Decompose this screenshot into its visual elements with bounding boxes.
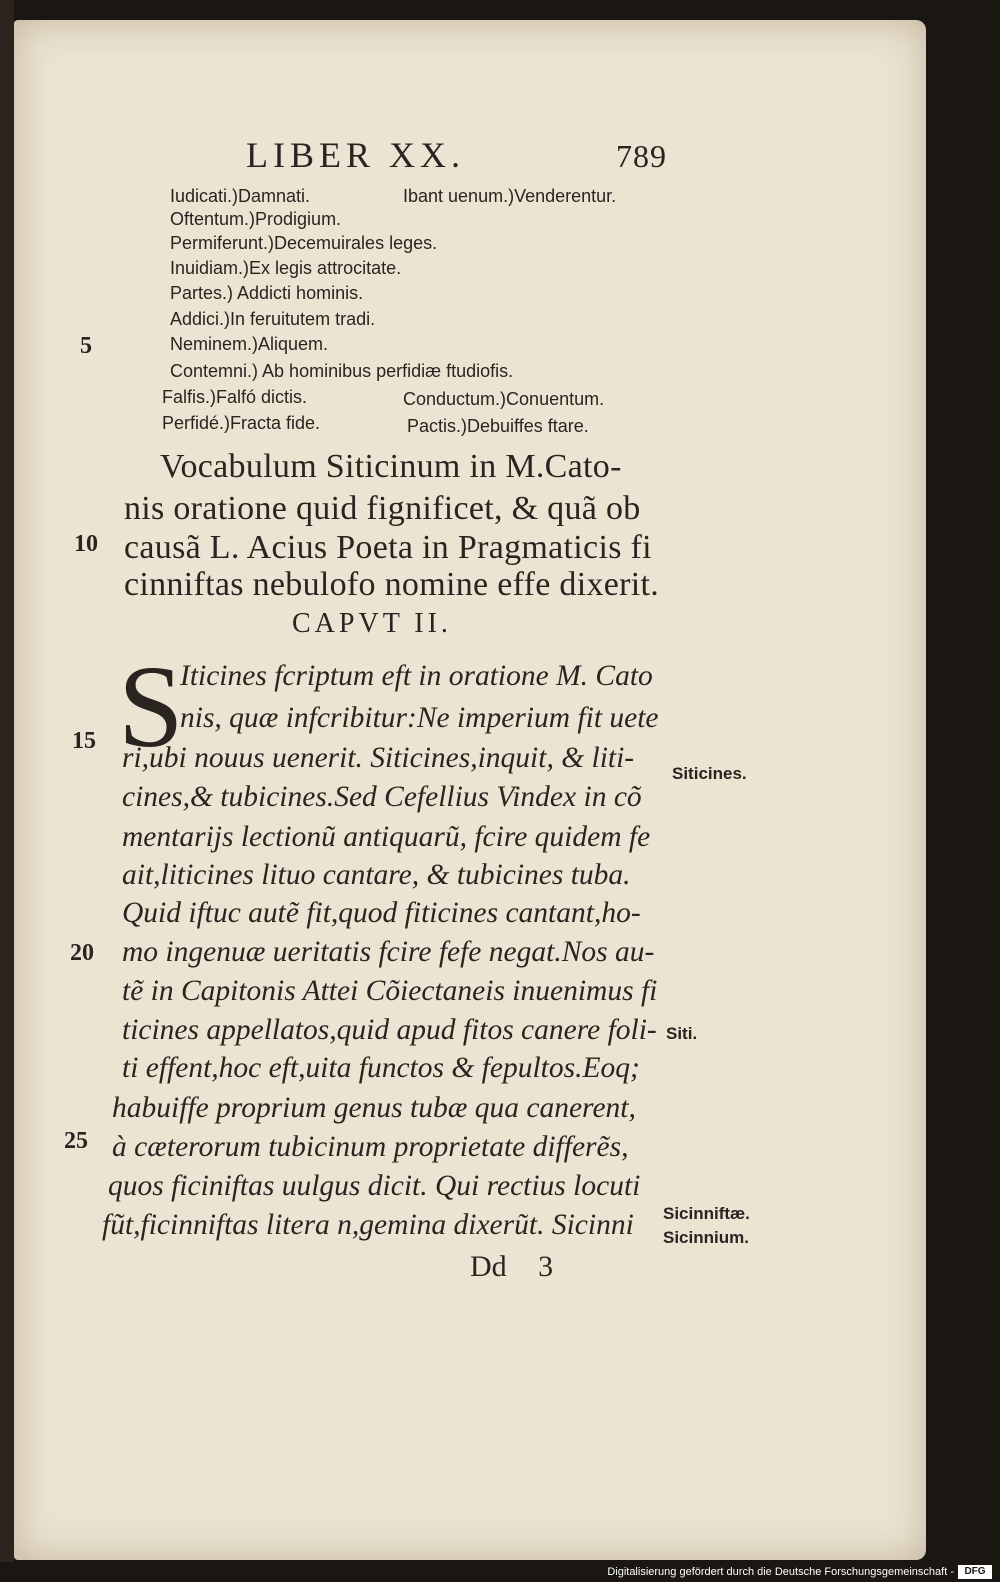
chapter-heading-line: cinniftas nebulofo nomine effe dixerit. bbox=[124, 566, 660, 603]
body-line: ticines appellatos,quid apud fitos canere foli- bbox=[122, 1014, 657, 1046]
page-number: 789 bbox=[616, 138, 667, 174]
chapter-heading-line: Vocabulum Siticinum in M.Cato- bbox=[160, 448, 622, 485]
marginal-note: Siti. bbox=[666, 1024, 698, 1043]
line-number: 25 bbox=[64, 1128, 88, 1154]
body-line: habuiffe proprium genus tubæ qua canerent, bbox=[112, 1092, 636, 1124]
digitization-credit: Digitalisierung gefördert durch die Deutsche Forschungsgemeinschaft - bbox=[607, 1566, 954, 1578]
gloss-entry: Permiferunt.)Decemuirales leges. bbox=[170, 233, 438, 253]
body-line: ri,ubi nouus uenerit. Siticines,inquit, & liti- bbox=[122, 742, 635, 774]
line-number: 10 bbox=[74, 531, 98, 557]
chapter-heading-line: causã L. Acius Poeta in Pragmaticis fi bbox=[124, 529, 652, 566]
gloss-entry: Contemni.) Ab hominibus perfidiæ ftudiofis. bbox=[170, 361, 514, 381]
chapter-heading-line: nis oratione quid fignificet, & quã ob bbox=[124, 490, 641, 527]
running-head-title: LIBER XX. bbox=[246, 135, 465, 175]
gloss-entry: Addici.)In feruitutem tradi. bbox=[170, 309, 376, 329]
body-line: fũt,ficinniftas litera n,gemina dixerũt. Sicinni bbox=[102, 1209, 634, 1241]
body-line: mo ingenuæ ueritatis fcire fefe negat.Nos au- bbox=[122, 936, 655, 968]
body-line: nis, quæ infcribitur:Ne imperium fit uete bbox=[180, 702, 659, 734]
body-line: Quid iftuc autẽ fit,quod fiticines cantant,ho- bbox=[122, 897, 641, 929]
body-line: tẽ in Capitonis Attei Cõiectaneis inuenimus fi bbox=[122, 975, 658, 1007]
marginal-note: Siticines. bbox=[672, 764, 747, 783]
body-line: mentarijs lectionũ antiquarũ, fcire quidem fe bbox=[122, 821, 651, 853]
signature-mark: Dd 3 bbox=[470, 1250, 554, 1283]
body-line: quos ficiniftas uulgus dicit. Qui rectius locuti bbox=[108, 1170, 641, 1202]
gloss-entry: Conductum.)Conuentum. bbox=[403, 389, 605, 409]
caput-label: CAPVT II. bbox=[292, 608, 452, 639]
gloss-entry: Ibant uenum.)Venderentur. bbox=[403, 186, 617, 206]
line-number: 15 bbox=[72, 728, 96, 754]
line-number: 5 bbox=[80, 333, 92, 359]
line-number: 20 bbox=[70, 940, 94, 966]
gloss-entry: Neminem.)Aliquem. bbox=[170, 334, 329, 354]
marginal-note: Sicinnium. bbox=[663, 1228, 749, 1247]
body-line: ti effent,hoc eft,uita functos & fepultos.Eoq; bbox=[122, 1052, 640, 1084]
gloss-entry: Pactis.)Debuiffes ftare. bbox=[407, 416, 589, 436]
gloss-entry: Iudicati.)Damnati. bbox=[170, 186, 311, 206]
gloss-entry: Partes.) Addicti hominis. bbox=[170, 283, 364, 303]
drop-cap: S bbox=[118, 641, 184, 772]
gloss-entry: Perfidé.)Fracta fide. bbox=[162, 413, 321, 433]
book-spine-edge bbox=[0, 0, 14, 1582]
body-line: cines,& tubicines.Sed Cefellius Vindex in cõ bbox=[122, 781, 642, 813]
dfg-logo: DFG bbox=[958, 1565, 992, 1579]
body-line: à cæterorum tubicinum proprietate differẽs, bbox=[112, 1131, 629, 1163]
gloss-entry: Falfis.)Falfó dictis. bbox=[162, 387, 308, 407]
body-line: ait,liticines lituo cantare, & tubicines tuba. bbox=[122, 859, 631, 891]
marginal-note: Sicinniftæ. bbox=[663, 1204, 750, 1223]
gloss-entry: Oftentum.)Prodigium. bbox=[170, 209, 342, 229]
gloss-entry: Inuidiam.)Ex legis attrocitate. bbox=[170, 258, 402, 278]
body-line: Iticines fcriptum eft in oratione M. Cato bbox=[180, 660, 653, 692]
